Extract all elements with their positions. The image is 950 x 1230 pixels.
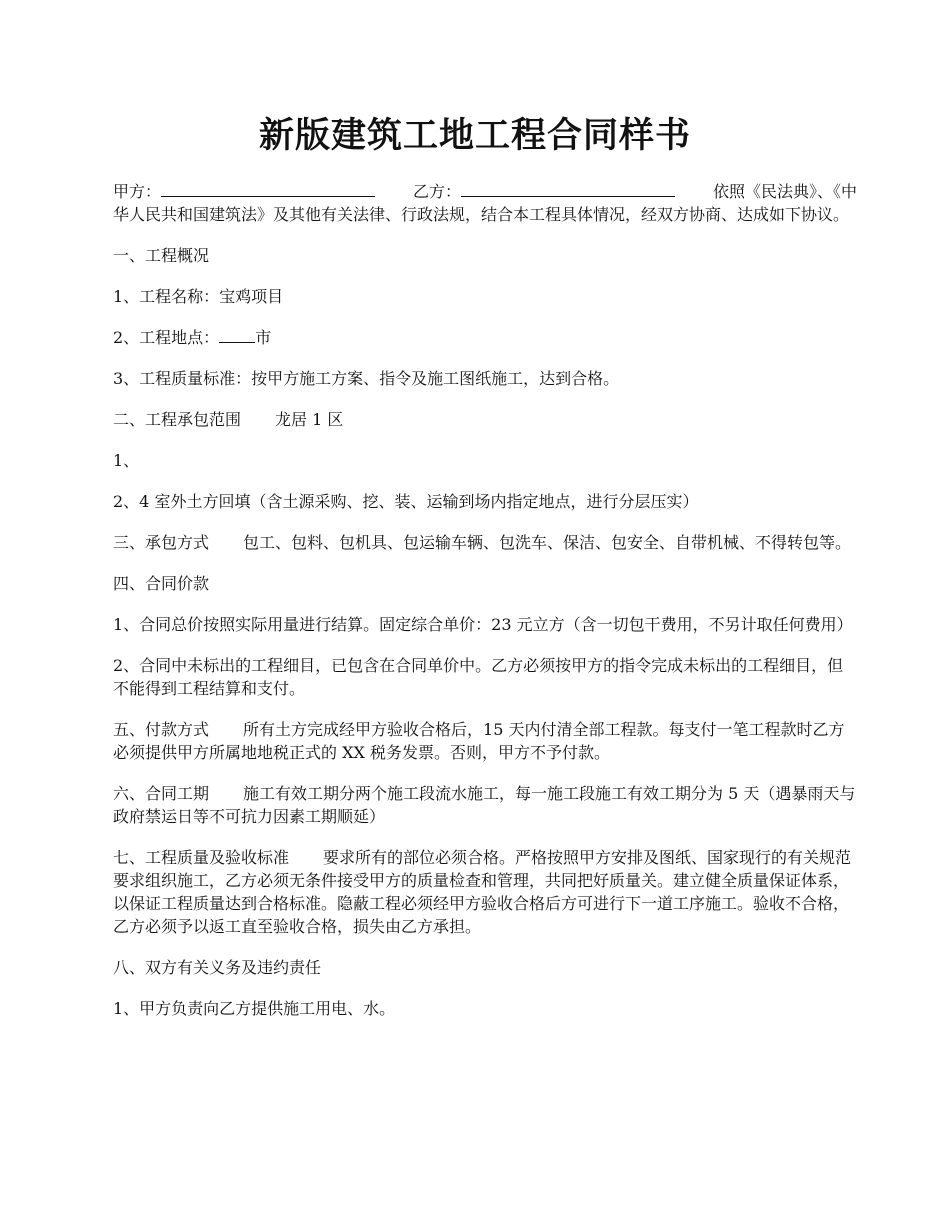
section-2-item-2: 2、4 室外土方回填（含土源采购、挖、装、运输到场内指定地点，进行分层压实） xyxy=(113,492,699,511)
section-1-item-3: 3、工程质量标准：按甲方施工方案、指令及施工图纸施工，达到合格。 xyxy=(113,369,620,388)
document-body xyxy=(113,180,858,1038)
section-6-heading: 六、合同工期 xyxy=(113,784,210,803)
section-1-item-2 xyxy=(113,326,858,349)
project-location-label: 2、工程地点： xyxy=(113,328,220,347)
section-5-heading: 五、付款方式 xyxy=(113,720,210,739)
preamble-intro: 依照《民法典》、《中华人民共和国建筑法》及其他有关法律、行政法规，结合本工程具体情况，经双方协商、达成如下协议。 xyxy=(113,182,858,224)
section-8-heading: 八、双方有关义务及违约责任 xyxy=(113,958,322,977)
party-a-label: 甲方： xyxy=(113,182,162,201)
section-5-paragraph xyxy=(113,718,858,764)
section-7-paragraph xyxy=(113,846,858,938)
section-3-text: 包工、包料、包机具、包运输车辆、包洗车、保洁、包安全、自带机械、不得转包等。 xyxy=(243,533,852,552)
section-6-paragraph xyxy=(113,782,858,828)
party-a-blank[interactable] xyxy=(161,180,375,197)
section-8-item-1: 1、甲方负责向乙方提供施工用电、水。 xyxy=(113,999,396,1018)
party-b-label: 乙方： xyxy=(413,182,462,201)
section-2-item-1: 1、 xyxy=(113,451,140,470)
preamble-paragraph xyxy=(113,180,858,226)
section-4-heading: 四、合同价款 xyxy=(113,574,210,593)
project-city-suffix: 市 xyxy=(255,328,272,347)
party-b-blank[interactable] xyxy=(461,180,675,197)
section-5-text: 所有土方完成经甲方验收合格后，15 天内付清全部工程款。每支付一笔工程款时乙方必须提供甲方所属地地税正式的 XX 税务发票。否则，甲方不予付款。 xyxy=(113,720,845,762)
section-7-heading: 七、工程质量及验收标准 xyxy=(113,848,290,867)
section-4-item-2: 2、合同中未标出的工程细目，已包含在合同单价中。乙方必须按甲方的指令完成未标出的工程细目，但不能得到工程结算和支付。 xyxy=(113,656,844,698)
section-7-text: 要求所有的部位必须合格。严格按照甲方安排及图纸、国家现行的有关规范要求组织施工，乙方必须无条件接受甲方的质量检查和管理，共同把好质量关。建立健全质量保证体系，以保证工程质量达到合格标准。隐蔽工程必须经甲方验收合格后方可进行下一道工序施工。验收不合格，乙方必须予以返工直至验收合格，损失由乙方承担。 xyxy=(113,848,852,936)
section-3-heading: 三、承包方式 xyxy=(113,533,210,552)
document-title: 新版建筑工地工程合同样书 xyxy=(258,115,691,156)
section-6-text: 施工有效工期分两个施工段流水施工，每一施工段施工有效工期分为 5 天（遇暴雨天与政府禁运日等不可抗力因素工期顺延） xyxy=(113,784,856,826)
project-city-blank[interactable] xyxy=(219,326,255,343)
section-2-title: 二、工程承包范围 xyxy=(113,410,242,429)
section-2-heading xyxy=(113,408,858,431)
section-1-item-1: 1、工程名称：宝鸡项目 xyxy=(113,287,284,306)
section-1-heading: 一、工程概况 xyxy=(113,246,210,265)
section-2-scope: 龙居 1 区 xyxy=(275,410,344,429)
section-3-paragraph xyxy=(113,531,858,554)
section-4-item-1: 1、合同总价按照实际用量进行结算。固定综合单价：23 元立方（含一切包干费用，不另计取任何费用） xyxy=(113,615,853,634)
